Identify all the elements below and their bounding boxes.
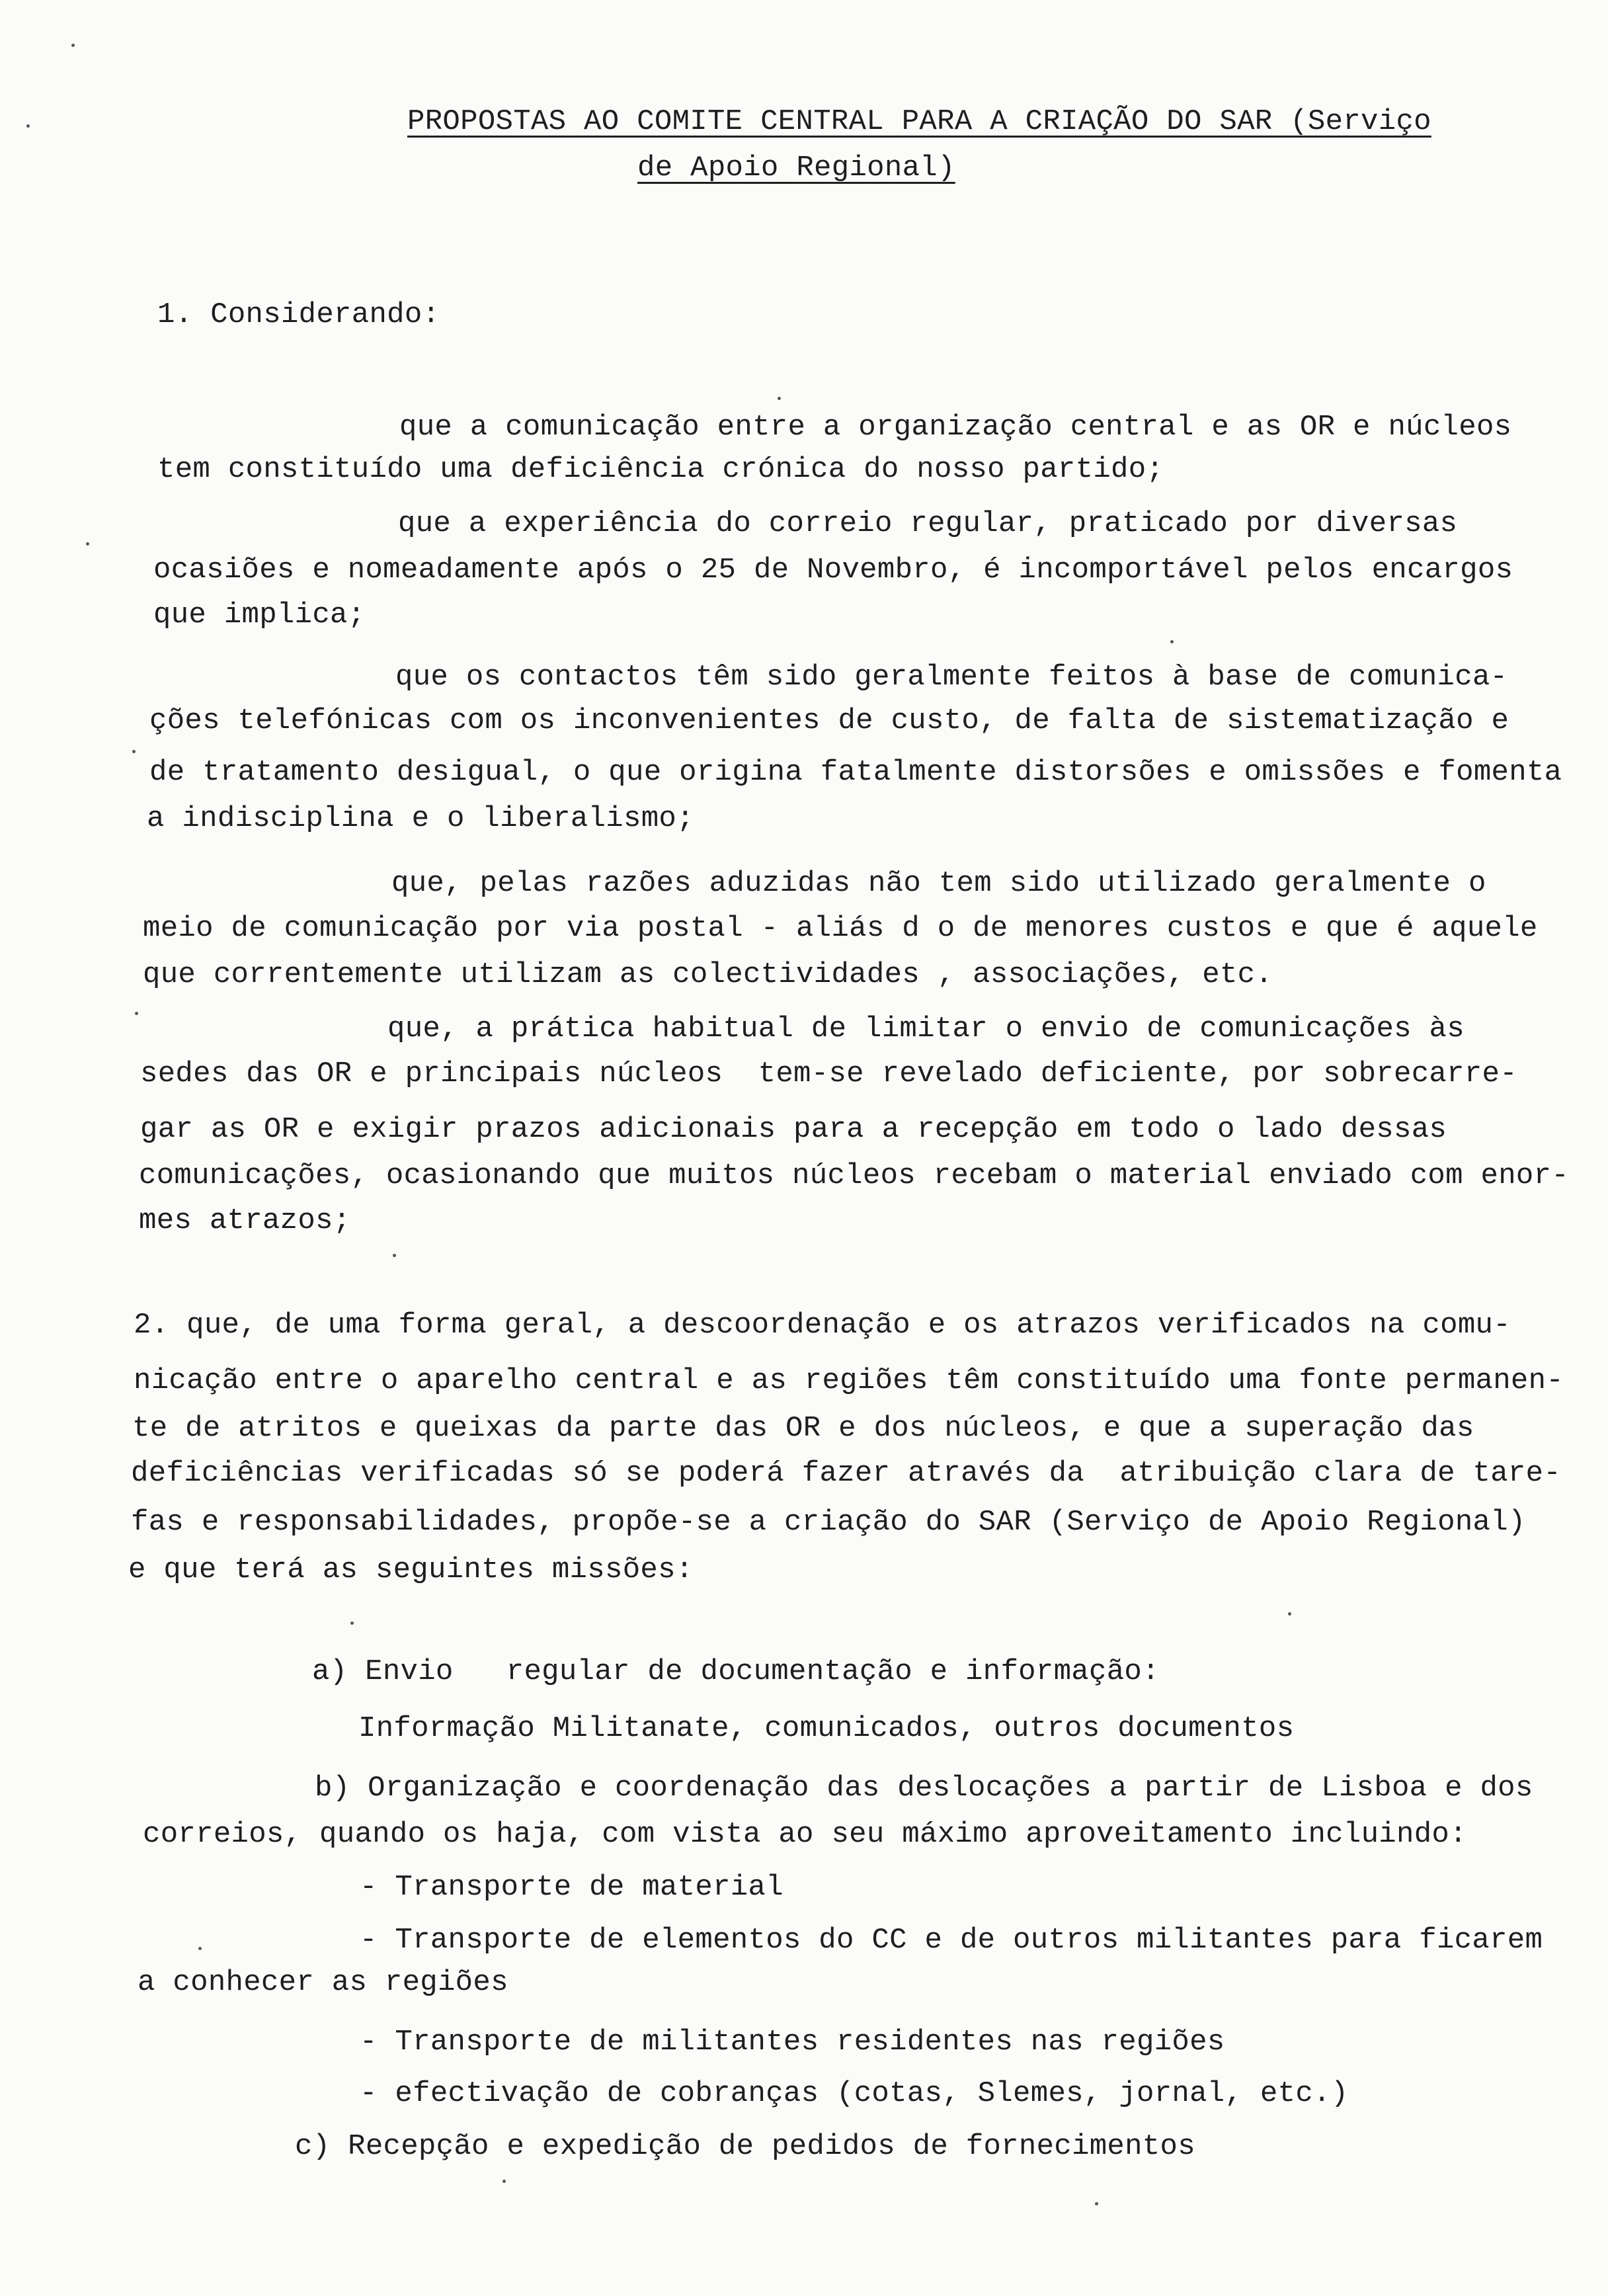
paragraph-2-line-2: ocasiões e nomeadamente após o 25 de Novembro, é incomportável pelos encargos [153,554,1513,587]
paragraph-5-line-5: mes atrazos; [139,1204,351,1237]
scan-speck [502,2180,506,2183]
item-b-list-4: - Transporte de militantes residentes nas regiões [360,2026,1225,2059]
document-title-line-2: de Apoio Regional) [637,151,955,184]
scan-speck [132,750,136,753]
scan-speck [1288,1612,1291,1616]
scan-speck [393,1254,396,1257]
scan-speck [86,542,89,546]
paragraph-4-line-2: meio de comunicação por via postal - aliás d o de menores custos e que é aquele [143,912,1538,945]
item-b-line-1: b) Organização e coordenação das deslocações a partir de Lisboa e dos [315,1772,1533,1805]
paragraph-4-line-3: que correntemente utilizam as colectividades , associações, etc. [143,958,1273,991]
scan-speck [1095,2202,1098,2205]
document-title-line-1: PROPOSTAS AO COMITE CENTRAL PARA A CRIAÇÃO DO SAR (Serviço [407,105,1431,138]
item-b-list-3: a conhecer as regiões [138,1966,508,1999]
paragraph-3-line-2: ções telefónicas com os inconvenientes de custo, de falta de sistematização e [149,704,1509,737]
paragraph-4-line-1: que, pelas razões aduzidas não tem sido utilizado geralmente o [391,867,1486,900]
item-c-line: c) Recepção e expedição de pedidos de fornecimentos [295,2130,1195,2163]
paragraph-5-line-2: sedes das OR e principais núcleos tem-se revelado deficiente, por sobrecarre- [140,1057,1517,1090]
item-a-line-2: Informação Militanate, comunicados, outros documentos [358,1712,1295,1745]
paragraph-5-line-1: que, a prática habitual de limitar o envio de comunicações às [387,1012,1465,1046]
paragraph-5-line-3: gar as OR e exigir prazos adicionais para a recepção em todo o lado dessas [140,1113,1447,1146]
scan-speck [778,397,781,400]
scan-speck [135,1012,138,1015]
scan-speck [1170,640,1174,643]
item-a-line-1: a) Envio regular de documentação e informação: [312,1655,1160,1688]
section-2-line-6: e que terá as seguintes missões: [128,1553,694,1586]
paragraph-1-line-1: que a comunicação entre a organização central e as OR e núcleos [399,411,1512,444]
paragraph-5-line-4: comunicações, ocasionando que muitos núcleos recebam o material enviado com enor- [139,1159,1570,1192]
item-b-list-2: - Transporte de elementos do CC e de outros militantes para ficarem [360,1924,1543,1957]
paragraph-2-line-1: que a experiência do correio regular, praticado por diversas [398,507,1458,540]
item-b-line-2: correios, quando os haja, com vista ao seu máximo aproveitamento incluindo: [143,1818,1467,1851]
scan-speck [71,44,75,47]
section-1-heading: 1. Considerando: [157,298,440,331]
scan-speck [198,1947,202,1950]
scan-speck [350,1621,354,1625]
item-b-list-1: - Transporte de material [360,1871,784,1904]
section-2-line-5: fas e responsabilidades, propõe-se a criação do SAR (Serviço de Apoio Regional) [131,1506,1526,1539]
section-2-line-4: deficiências verificadas só se poderá fazer através da atribuição clara de tare- [131,1457,1562,1490]
paragraph-1-line-2: tem constituído uma deficiência crónica do nosso partido; [157,453,1164,486]
paragraph-3-line-1: que os contactos têm sido geralmente feitos à base de comunica- [395,661,1508,694]
section-2-line-2: nicação entre o aparelho central e as regiões têm constituído uma fonte permanen- [134,1364,1564,1397]
item-b-list-5: - efectivação de cobranças (cotas, Slemes, jornal, etc.) [360,2077,1349,2110]
section-2-line-1: 2. que, de uma forma geral, a descoordenação e os atrazos verificados na comu- [134,1309,1511,1342]
paragraph-2-line-3: que implica; [153,598,366,632]
paragraph-3-line-4: a indisciplina e o liberalismo; [147,802,694,835]
paragraph-3-line-3: de tratamento desigual, o que origina fatalmente distorsões e omissões e fomenta [149,756,1562,789]
scan-speck [26,124,30,128]
section-2-line-3: te de atritos e queixas da parte das OR e dos núcleos, e que a superação das [132,1412,1474,1445]
